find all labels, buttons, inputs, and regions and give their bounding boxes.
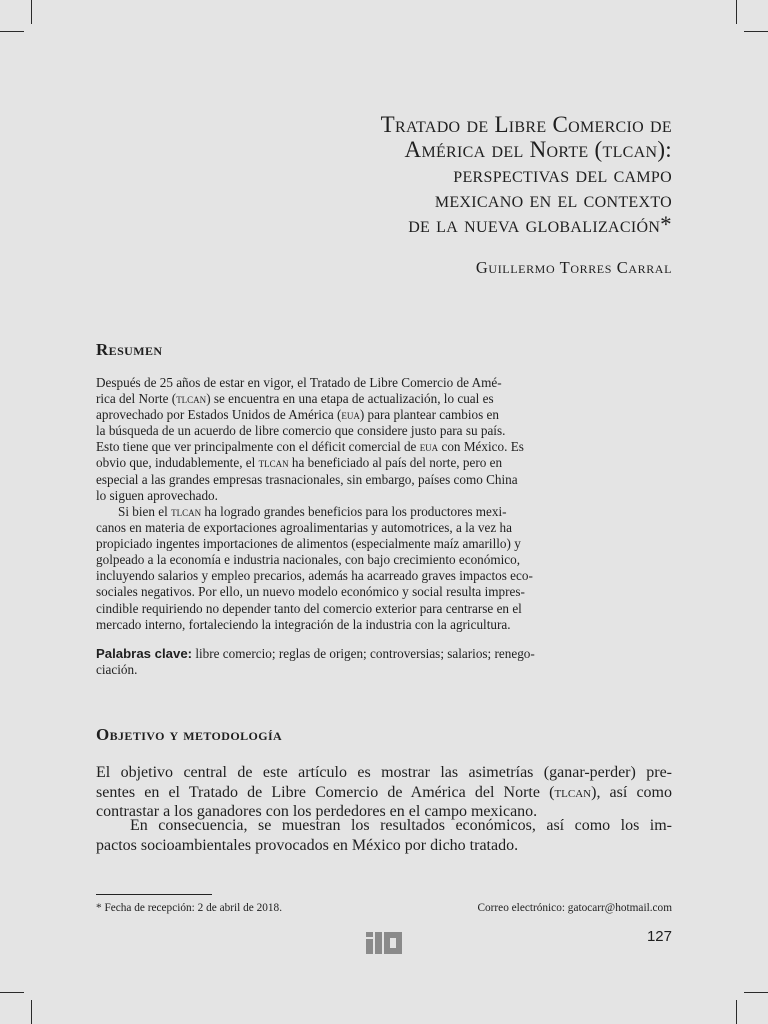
crop-mark-tl-h [0, 31, 24, 32]
crop-mark-br-v [736, 1000, 737, 1024]
objetivo-heading: Objetivo y metodología [96, 725, 283, 744]
footnote-received-date: * Fecha de recepción: 2 de abril de 2018. [96, 902, 283, 914]
text-line: El objetivo central de este artículo es mostrar las asimetrías (ganar-perder) pre- [96, 764, 672, 781]
text-line: canos en materia de exportaciones agroalimentarias y automotrices, a la vez ha [96, 520, 512, 536]
keywords-block [96, 646, 576, 678]
text-line: cindible requiriendo no depender tanto del comercio exterior para centrarse en el [96, 600, 522, 616]
text-line: pactos socioambientales provocados en México por dicho tratado. [96, 836, 519, 854]
crop-mark-bl-v [31, 1000, 32, 1024]
title-line: de la nueva globalización* [408, 212, 672, 237]
objetivo-paragraph-2 [96, 816, 672, 855]
text-line: golpeado a la economía e industria nacionales, con bajo crecimiento económico, [96, 552, 521, 568]
crop-mark-tl-v [31, 0, 32, 24]
text-line: rica del Norte (tlcan) se encuentra en una etapa de actualización, lo cual es [96, 391, 494, 407]
resumen-paragraph-1 [96, 375, 576, 504]
text-line: Si bien el tlcan ha logrado grandes beneficios para los productores mexi- [118, 504, 507, 519]
footnote-rule [96, 894, 212, 895]
resumen-paragraph-2 [96, 504, 576, 633]
text-line: sociales negativos. Por ello, un nuevo modelo económico y social resulta impres- [96, 584, 525, 600]
text-line: Después de 25 años de estar en vigor, el Tratado de Libre Comercio de Amé- [96, 375, 502, 390]
footnote-email: Correo electrónico: gatocarr@hotmail.com [477, 902, 672, 914]
title-line: perspectivas del campo [453, 162, 672, 187]
crop-mark-br-h [744, 992, 768, 993]
article-title [212, 112, 672, 237]
text-line: aprovechado por Estados Unidos de América (eua) para plantear cambios en [96, 407, 499, 423]
crop-mark-tr-h [744, 31, 768, 32]
text-line: propiciado ingentes importaciones de alimentos (especialmente maíz amarillo) y [96, 536, 521, 552]
title-line: América del Norte (tlcan): [404, 137, 672, 162]
text-line: especial a las grandes empresas trasnacionales, sin embargo, países como China [96, 471, 518, 487]
crop-mark-bl-h [0, 992, 24, 993]
acronym: tlcan [171, 505, 202, 519]
title-line: Tratado de Libre Comercio de [380, 112, 672, 137]
text-line: mercado interno, fortaleciendo la integración de la industria con la agricultura. [96, 616, 511, 632]
text-line: obvio que, indudablemente, el tlcan ha beneficiado al país del norte, pero en [96, 455, 503, 471]
resumen-heading: Resumen [96, 340, 163, 359]
author-name: Guillermo Torres Carral [475, 258, 672, 277]
text-line: lo siguen aprovechado. [96, 487, 218, 503]
acronym: tlcan [554, 783, 592, 801]
keywords-text: libre comercio; reglas de origen; controversias; salarios; renego- [195, 646, 535, 661]
keywords-text: ciación. [96, 662, 138, 678]
title-line: mexicano en el contexto [434, 187, 672, 212]
keywords-label: Palabras clave: [96, 646, 193, 661]
text-line: contrastar a los ganadores con los perdedores en el campo mexicano. [96, 803, 538, 821]
publisher-logo-icon [366, 930, 404, 956]
acronym: tlcan [258, 456, 289, 471]
text-line: sentes en el Tratado de Libre Comercio de América del Norte (tlcan), así como [96, 783, 673, 801]
page-number: 127 [646, 928, 672, 945]
text-line: incluyendo salarios y empleo precarios, además ha acarreado graves impactos eco- [96, 568, 533, 584]
objetivo-paragraph-1 [96, 763, 672, 822]
acronym: tlcan [176, 392, 207, 407]
text-line: Esto tiene que ver principalmente con el déficit comercial de eua con México. Es [96, 439, 524, 455]
acronym: eua [419, 440, 439, 455]
text-line: la búsqueda de un acuerdo de libre comercio que considere justo para su país. [96, 423, 506, 439]
acronym: eua [341, 408, 360, 423]
crop-mark-tr-v [736, 0, 737, 24]
text-line: En consecuencia, se muestran los resultados económicos, así como los im- [130, 817, 672, 834]
